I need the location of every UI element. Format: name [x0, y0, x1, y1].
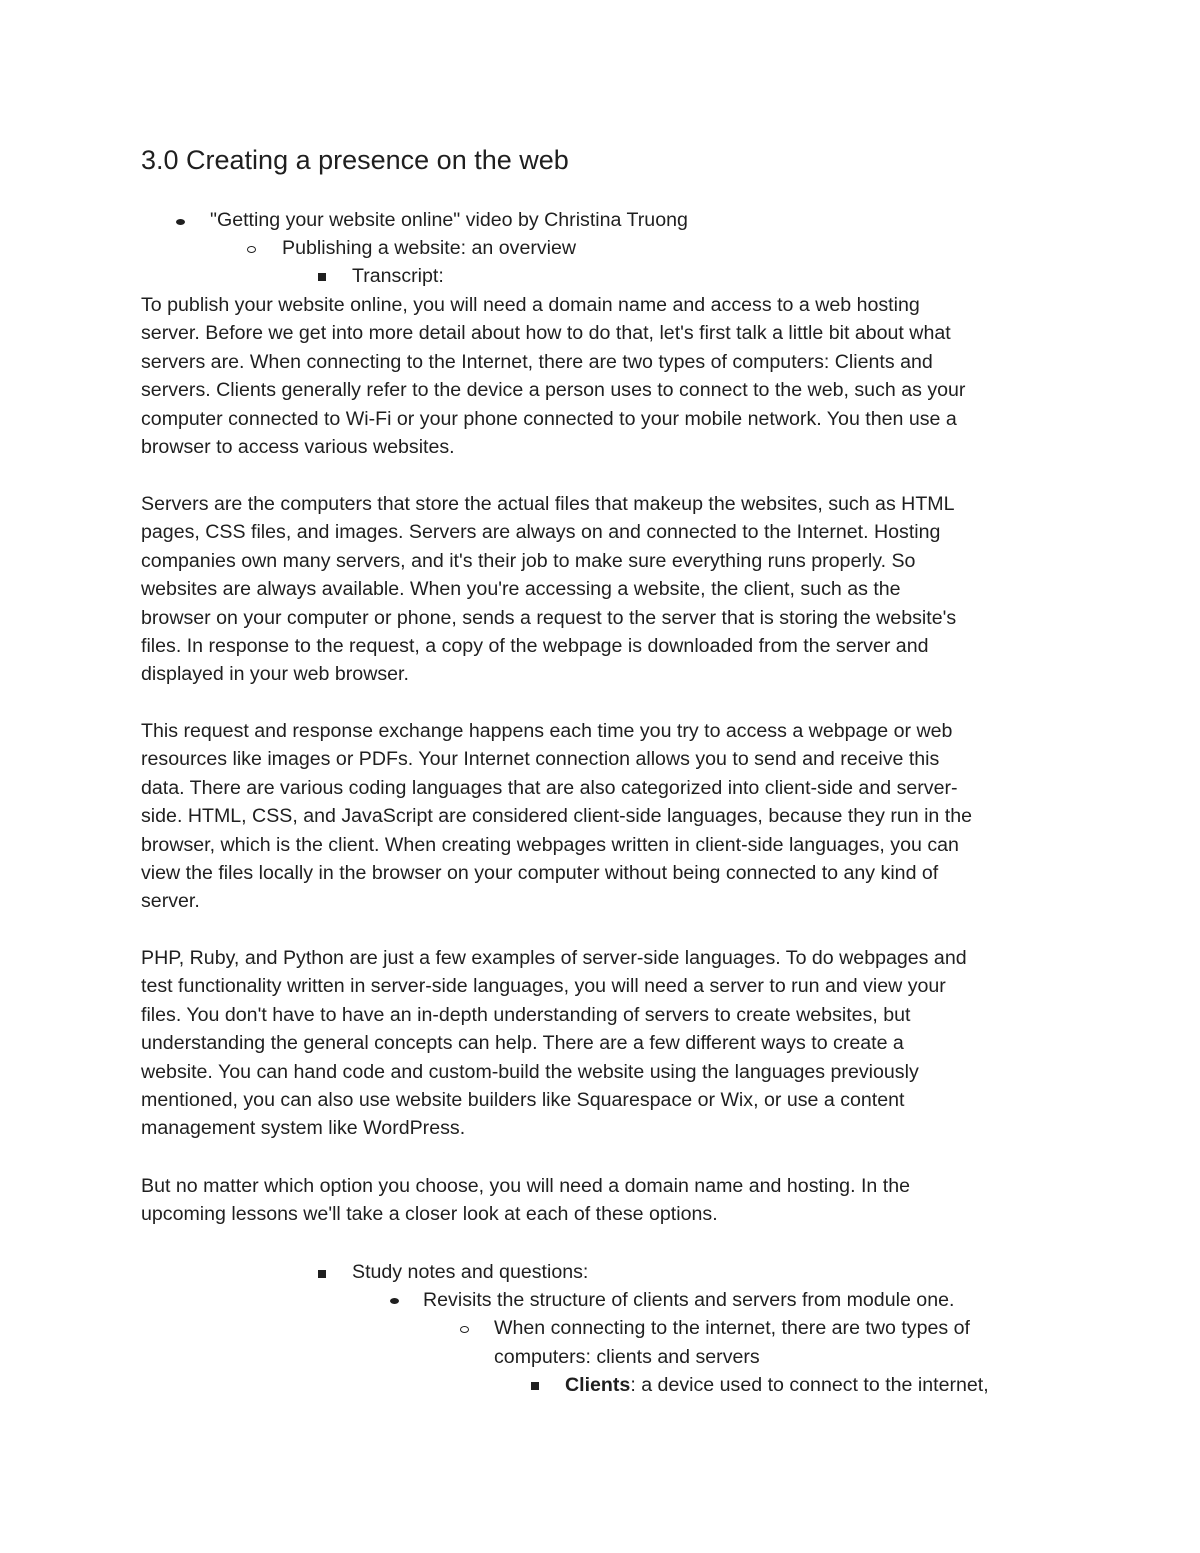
notes-clients-definition	[565, 1371, 989, 1399]
transcript-paragraph-4	[141, 944, 1071, 1143]
text-line: management system like WordPress.	[141, 1117, 466, 1140]
text-line: browser on your computer or phone, sends a request to the server that is storing the website's	[141, 606, 957, 629]
text-line: PHP, Ruby, and Python are just a few examples of server-side languages. To do webpages and	[141, 947, 967, 969]
transcript-paragraph-3	[141, 717, 1071, 916]
text-line: Servers are the computers that store the actual files that makeup the websites, such as HTML	[141, 493, 955, 515]
transcript-paragraph-5	[141, 1172, 1071, 1229]
text-line: data. There are various coding languages that are also categorized into client-side and server-	[141, 776, 958, 799]
disc-bullet-icon	[390, 1298, 399, 1304]
text-line: side. HTML, CSS, and JavaScript are considered client-side languages, because they run in the	[141, 805, 973, 828]
text-line: companies own many servers, and it's their job to make sure everything runs properly. So	[141, 549, 916, 572]
square-bullet-icon	[318, 1270, 326, 1278]
text-line: browser, which is the client. When creating webpages written in client-side languages, you can	[141, 833, 959, 856]
text-line: server. Before we get into more detail about how to do that, let's first talk a little bit about what	[141, 322, 951, 345]
disc-bullet-icon	[176, 219, 185, 225]
text-line: servers are. When connecting to the Internet, there are two types of computers: Clients and	[141, 350, 933, 373]
text-line: files. In response to the request, a copy of the webpage is downloaded from the server and	[141, 635, 929, 658]
notes-subitem-line-1: When connecting to the internet, there are two types of	[494, 1317, 970, 1339]
transcript-paragraph-1	[141, 291, 1071, 461]
text-line: upcoming lessons we'll take a closer look at each of these options.	[141, 1203, 718, 1226]
text-line: But no matter which option you choose, you will need a domain name and hosting. In the	[141, 1175, 910, 1197]
text-line: pages, CSS files, and images. Servers are always on and connected to the Internet. Hosting	[141, 521, 941, 544]
text-line: resources like images or PDFs. Your Internet connection allows you to send and receive this	[141, 748, 940, 771]
text-line: To publish your website online, you will need a domain name and access to a web hosting	[141, 294, 920, 316]
notes-title: Study notes and questions:	[352, 1261, 589, 1283]
text-line: computer connected to Wi-Fi or your phone connected to your mobile network. You then use a	[141, 407, 957, 430]
text-line: server.	[141, 890, 200, 913]
text-line: view the files locally in the browser on your computer without being connected to any kind of	[141, 862, 939, 885]
text-line: files. You don't have to have an in-depth understanding of servers to create websites, but	[141, 1003, 911, 1026]
notes-subitem-line-2: computers: clients and servers	[494, 1346, 760, 1368]
text-line: displayed in your web browser.	[141, 663, 409, 686]
page-title: 3.0 Creating a presence on the web	[141, 145, 569, 175]
square-bullet-icon	[531, 1382, 539, 1390]
clients-definition-text: : a device used to connect to the internet,	[630, 1374, 989, 1396]
clients-term: Clients	[565, 1374, 631, 1396]
text-line: browser to access various websites.	[141, 436, 455, 459]
text-line: servers. Clients generally refer to the device a person uses to connect to the web, such as your	[141, 379, 966, 402]
text-line: This request and response exchange happens each time you try to access a webpage or web	[141, 720, 953, 742]
outline-item-transcript: Transcript:	[352, 265, 444, 287]
transcript-paragraph-2	[141, 490, 1071, 689]
text-line: website. You can hand code and custom-build the website using the languages previously	[141, 1060, 919, 1083]
outline-item-video: "Getting your website online" video by Christina Truong	[210, 209, 688, 231]
text-line: mentioned, you can also use website builders like Squarespace or Wix, or use a content	[141, 1089, 905, 1112]
text-line: websites are always available. When you're accessing a website, the client, such as the	[141, 578, 901, 601]
notes-item-revisits: Revisits the structure of clients and servers from module one.	[423, 1289, 955, 1311]
circle-bullet-icon	[460, 1326, 469, 1333]
circle-bullet-icon	[247, 246, 256, 253]
outline-item-publishing: Publishing a website: an overview	[282, 237, 577, 259]
text-line: test functionality written in server-side languages, you will need a server to run and view your	[141, 975, 946, 998]
text-line: understanding the general concepts can help. There are a few different ways to create a	[141, 1032, 904, 1055]
square-bullet-icon	[318, 273, 326, 281]
